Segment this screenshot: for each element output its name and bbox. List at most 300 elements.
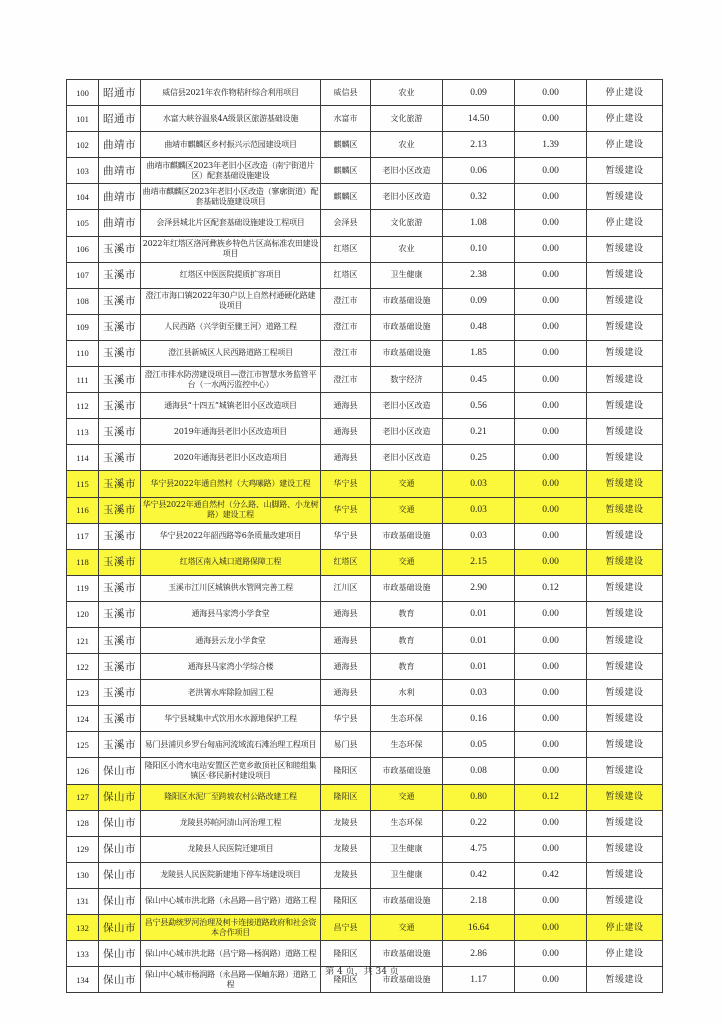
district-cell: 昌宁县	[321, 915, 371, 941]
amount-second-cell: 0.00	[515, 497, 587, 523]
city-cell: 玉溪市	[99, 732, 141, 758]
amount-cell: 0.01	[443, 627, 515, 653]
status-cell: 暂缓建设	[587, 601, 663, 627]
table-row	[67, 941, 663, 967]
row-number: 106	[67, 236, 99, 262]
project-name-cell: 隆阳区小湾水电站安置区芒宽乡敢顶社区和睦组集镇区·移民新村建设项目	[141, 758, 321, 784]
project-name-cell: 龙陵县人民医院迁建项目	[141, 836, 321, 862]
city-cell: 玉溪市	[99, 706, 141, 732]
project-name-cell: 澄江市海口镇2022年30户以上自然村通硬化路建设项目	[141, 288, 321, 314]
table-body	[67, 80, 663, 993]
amount-second-cell: 0.00	[515, 627, 587, 653]
table-row	[67, 654, 663, 680]
table-row	[67, 549, 663, 575]
project-name-cell: 通海县马家湾小学食堂	[141, 601, 321, 627]
district-cell: 龙陵县	[321, 810, 371, 836]
status-cell: 暂缓建设	[587, 158, 663, 184]
city-cell: 玉溪市	[99, 680, 141, 706]
category-cell: 交通	[371, 549, 443, 575]
table-row	[67, 184, 663, 210]
project-name-cell: 老洪箐水库除险加固工程	[141, 680, 321, 706]
project-name-cell: 易门县浦贝乡罗台甸庙河流域流石滩治理工程项目	[141, 732, 321, 758]
category-cell: 卫生健康	[371, 836, 443, 862]
table-row	[67, 862, 663, 888]
status-cell: 暂缓建设	[587, 680, 663, 706]
amount-second-cell: 0.00	[515, 836, 587, 862]
status-cell: 停止建设	[587, 132, 663, 158]
status-cell: 暂缓建设	[587, 184, 663, 210]
project-table	[66, 79, 663, 993]
status-cell: 暂缓建设	[587, 236, 663, 262]
district-cell: 澄江市	[321, 314, 371, 340]
amount-second-cell: 0.00	[515, 236, 587, 262]
city-cell: 玉溪市	[99, 549, 141, 575]
city-cell: 玉溪市	[99, 575, 141, 601]
category-cell: 教育	[371, 654, 443, 680]
project-name-cell: 隆阳区水泥厂至跨坡农村公路改建工程	[141, 784, 321, 810]
table-row	[67, 627, 663, 653]
project-name-cell: 人民西路（兴学街至骤王河）道路工程	[141, 314, 321, 340]
row-number: 130	[67, 862, 99, 888]
row-number: 131	[67, 888, 99, 914]
district-cell: 通海县	[321, 419, 371, 445]
amount-cell: 1.08	[443, 210, 515, 236]
amount-second-cell: 0.00	[515, 445, 587, 471]
city-cell: 玉溪市	[99, 288, 141, 314]
amount-second-cell: 0.00	[515, 288, 587, 314]
category-cell: 教育	[371, 601, 443, 627]
row-number: 127	[67, 784, 99, 810]
city-cell: 玉溪市	[99, 523, 141, 549]
amount-cell: 2.38	[443, 262, 515, 288]
category-cell: 老旧小区改造	[371, 393, 443, 419]
table-row	[67, 601, 663, 627]
row-number: 117	[67, 523, 99, 549]
amount-cell: 2.15	[443, 549, 515, 575]
category-cell: 市政基础设施	[371, 941, 443, 967]
row-number: 126	[67, 758, 99, 784]
category-cell: 老旧小区改造	[371, 184, 443, 210]
table-row	[67, 340, 663, 366]
amount-second-cell: 0.00	[515, 967, 587, 993]
project-name-cell: 会泽县城北片区配套基础设施建设工程项目	[141, 210, 321, 236]
amount-second-cell: 0.00	[515, 158, 587, 184]
city-cell: 玉溪市	[99, 601, 141, 627]
row-number: 113	[67, 419, 99, 445]
amount-second-cell: 0.00	[515, 523, 587, 549]
project-name-cell: 保山中心城市洪北路（昌宁路—杨润路）道路工程	[141, 941, 321, 967]
status-cell: 暂缓建设	[587, 836, 663, 862]
amount-second-cell: 0.00	[515, 706, 587, 732]
row-number: 125	[67, 732, 99, 758]
amount-second-cell: 0.00	[515, 80, 587, 106]
district-cell: 隆阳区	[321, 888, 371, 914]
table-row	[67, 810, 663, 836]
district-cell: 会泽县	[321, 210, 371, 236]
amount-cell: 0.21	[443, 419, 515, 445]
city-cell: 昭通市	[99, 106, 141, 132]
amount-second-cell: 0.00	[515, 393, 587, 419]
status-cell: 暂缓建设	[587, 367, 663, 393]
amount-cell: 0.10	[443, 236, 515, 262]
row-number: 107	[67, 262, 99, 288]
city-cell: 玉溪市	[99, 367, 141, 393]
district-cell: 龙陵县	[321, 862, 371, 888]
table-row	[67, 888, 663, 914]
project-name-cell: 曲靖市麒麟区乡村振兴示范园建设项目	[141, 132, 321, 158]
status-cell: 暂缓建设	[587, 888, 663, 914]
district-cell: 华宁县	[321, 497, 371, 523]
amount-cell: 0.45	[443, 367, 515, 393]
table-row	[67, 236, 663, 262]
amount-second-cell: 0.00	[515, 106, 587, 132]
status-cell: 暂缓建设	[587, 784, 663, 810]
status-cell: 暂缓建设	[587, 340, 663, 366]
row-number: 101	[67, 106, 99, 132]
row-number: 100	[67, 80, 99, 106]
city-cell: 保山市	[99, 758, 141, 784]
status-cell: 暂缓建设	[587, 523, 663, 549]
table-row	[67, 497, 663, 523]
table-row	[67, 288, 663, 314]
city-cell: 玉溪市	[99, 445, 141, 471]
city-cell: 玉溪市	[99, 419, 141, 445]
city-cell: 玉溪市	[99, 471, 141, 497]
amount-cell: 16.64	[443, 915, 515, 941]
amount-second-cell: 0.00	[515, 314, 587, 340]
table-row	[67, 758, 663, 784]
district-cell: 红塔区	[321, 549, 371, 575]
district-cell: 隆阳区	[321, 941, 371, 967]
category-cell: 农业	[371, 80, 443, 106]
project-name-cell: 龙陵县人民医院新建地下停车场建设项目	[141, 862, 321, 888]
amount-cell: 14.50	[443, 106, 515, 132]
category-cell: 交通	[371, 915, 443, 941]
category-cell: 市政基础设施	[371, 967, 443, 993]
project-name-cell: 通海县云龙小学食堂	[141, 627, 321, 653]
district-cell: 隆阳区	[321, 784, 371, 810]
city-cell: 曲靖市	[99, 210, 141, 236]
amount-second-cell: 0.00	[515, 367, 587, 393]
amount-second-cell: 0.00	[515, 888, 587, 914]
row-number: 128	[67, 810, 99, 836]
amount-cell: 2.18	[443, 888, 515, 914]
status-cell: 暂缓建设	[587, 758, 663, 784]
status-cell: 暂缓建设	[587, 627, 663, 653]
table-row	[67, 680, 663, 706]
row-number: 119	[67, 575, 99, 601]
amount-cell: 1.85	[443, 340, 515, 366]
table-row	[67, 262, 663, 288]
amount-second-cell: 0.00	[515, 549, 587, 575]
city-cell: 保山市	[99, 967, 141, 993]
amount-cell: 0.01	[443, 601, 515, 627]
category-cell: 农业	[371, 236, 443, 262]
category-cell: 市政基础设施	[371, 758, 443, 784]
amount-cell: 4.75	[443, 836, 515, 862]
project-name-cell: 曲靖市麒麟区2023年老旧小区改造（寥廓街道）配套基础设施建设项目	[141, 184, 321, 210]
table-row	[67, 367, 663, 393]
amount-second-cell: 0.00	[515, 210, 587, 236]
district-cell: 华宁县	[321, 706, 371, 732]
project-name-cell: 红塔区中医医院提质扩容项目	[141, 262, 321, 288]
project-name-cell: 威信县2021年农作物秸秆综合利用项目	[141, 80, 321, 106]
amount-cell: 0.16	[443, 706, 515, 732]
city-cell: 玉溪市	[99, 340, 141, 366]
amount-second-cell: 0.12	[515, 575, 587, 601]
district-cell: 澄江市	[321, 340, 371, 366]
page-footer: 第 4 页，共 34 页	[325, 967, 399, 977]
amount-second-cell: 0.00	[515, 340, 587, 366]
category-cell: 生态环保	[371, 732, 443, 758]
city-cell: 曲靖市	[99, 184, 141, 210]
table-row	[67, 836, 663, 862]
project-name-cell: 通海县马家湾小学综合楼	[141, 654, 321, 680]
amount-cell: 0.03	[443, 497, 515, 523]
amount-second-cell: 0.00	[515, 758, 587, 784]
amount-cell: 0.80	[443, 784, 515, 810]
amount-second-cell: 0.00	[515, 184, 587, 210]
category-cell: 老旧小区改造	[371, 445, 443, 471]
city-cell: 保山市	[99, 888, 141, 914]
district-cell: 易门县	[321, 732, 371, 758]
amount-cell: 0.03	[443, 680, 515, 706]
amount-second-cell: 1.39	[515, 132, 587, 158]
project-name-cell: 澄江市排水防涝建设项目—澄江市智慧水务监管平台（一水两污监控中心）	[141, 367, 321, 393]
amount-second-cell: 0.00	[515, 810, 587, 836]
category-cell: 老旧小区改造	[371, 419, 443, 445]
category-cell: 数字经济	[371, 367, 443, 393]
table-row	[67, 445, 663, 471]
district-cell: 通海县	[321, 680, 371, 706]
category-cell: 生态环保	[371, 706, 443, 732]
district-cell: 华宁县	[321, 471, 371, 497]
status-cell: 暂缓建设	[587, 862, 663, 888]
project-name-cell: 澄江县新城区人民西路道路工程项目	[141, 340, 321, 366]
status-cell: 暂缓建设	[587, 314, 663, 340]
row-number: 112	[67, 393, 99, 419]
district-cell: 通海县	[321, 627, 371, 653]
amount-cell: 0.56	[443, 393, 515, 419]
district-cell: 麒麟区	[321, 184, 371, 210]
status-cell: 暂缓建设	[587, 262, 663, 288]
category-cell: 文化旅游	[371, 106, 443, 132]
district-cell: 红塔区	[321, 262, 371, 288]
table-row	[67, 706, 663, 732]
row-number: 132	[67, 915, 99, 941]
status-cell: 停止建设	[587, 106, 663, 132]
amount-second-cell: 0.00	[515, 915, 587, 941]
district-cell: 麒麟区	[321, 132, 371, 158]
category-cell: 交通	[371, 497, 443, 523]
category-cell: 交通	[371, 471, 443, 497]
row-number: 124	[67, 706, 99, 732]
project-name-cell: 华宁县2022年通自然村（分么路、山脚路、小龙树路）建设工程	[141, 497, 321, 523]
project-name-cell: 曲靖市麒麟区2023年老旧小区改造（南宁街道片区）配套基础设施建设	[141, 158, 321, 184]
project-name-cell: 水富大峡谷温泉4A级景区旅游基础设施	[141, 106, 321, 132]
table-row	[67, 419, 663, 445]
row-number: 134	[67, 967, 99, 993]
row-number: 120	[67, 601, 99, 627]
city-cell: 曲靖市	[99, 158, 141, 184]
status-cell: 停止建设	[587, 915, 663, 941]
status-cell: 暂缓建设	[587, 706, 663, 732]
amount-second-cell: 0.12	[515, 784, 587, 810]
category-cell: 市政基础设施	[371, 288, 443, 314]
amount-second-cell: 0.00	[515, 601, 587, 627]
row-number: 105	[67, 210, 99, 236]
district-cell: 红塔区	[321, 236, 371, 262]
table-row	[67, 575, 663, 601]
category-cell: 老旧小区改造	[371, 158, 443, 184]
project-name-cell: 通海县“十四五”城镇老旧小区改造项目	[141, 393, 321, 419]
table-row	[67, 210, 663, 236]
row-number: 133	[67, 941, 99, 967]
row-number: 118	[67, 549, 99, 575]
row-number: 102	[67, 132, 99, 158]
table-row	[67, 523, 663, 549]
category-cell: 交通	[371, 784, 443, 810]
city-cell: 玉溪市	[99, 236, 141, 262]
row-number: 110	[67, 340, 99, 366]
district-cell: 华宁县	[321, 523, 371, 549]
row-number: 115	[67, 471, 99, 497]
district-cell: 通海县	[321, 654, 371, 680]
city-cell: 玉溪市	[99, 497, 141, 523]
status-cell: 暂缓建设	[587, 393, 663, 419]
project-name-cell: 华宁县城集中式饮用水水源地保护工程	[141, 706, 321, 732]
project-name-cell: 玉溪市江川区城镇供水管网完善工程	[141, 575, 321, 601]
amount-cell: 0.05	[443, 732, 515, 758]
table-row	[67, 106, 663, 132]
table-row	[67, 80, 663, 106]
city-cell: 玉溪市	[99, 262, 141, 288]
table-row	[67, 732, 663, 758]
category-cell: 水利	[371, 680, 443, 706]
district-cell: 龙陵县	[321, 836, 371, 862]
project-name-cell: 2022年红塔区洛河彝族乡特色片区高标准农田建设项目	[141, 236, 321, 262]
city-cell: 昭通市	[99, 80, 141, 106]
row-number: 108	[67, 288, 99, 314]
status-cell: 暂缓建设	[587, 497, 663, 523]
status-cell: 暂缓建设	[587, 419, 663, 445]
district-cell: 江川区	[321, 575, 371, 601]
amount-cell: 0.42	[443, 862, 515, 888]
table-row	[67, 158, 663, 184]
category-cell: 卫生健康	[371, 862, 443, 888]
amount-cell: 2.90	[443, 575, 515, 601]
amount-cell: 2.13	[443, 132, 515, 158]
city-cell: 保山市	[99, 836, 141, 862]
table-row	[67, 132, 663, 158]
category-cell: 市政基础设施	[371, 575, 443, 601]
city-cell: 玉溪市	[99, 627, 141, 653]
city-cell: 玉溪市	[99, 654, 141, 680]
district-cell: 麒麟区	[321, 158, 371, 184]
district-cell: 通海县	[321, 601, 371, 627]
category-cell: 文化旅游	[371, 210, 443, 236]
project-name-cell: 华宁县2022年通自然村（大鸡嗉路）建设工程	[141, 471, 321, 497]
district-cell: 威信县	[321, 80, 371, 106]
category-cell: 卫生健康	[371, 262, 443, 288]
district-cell: 通海县	[321, 445, 371, 471]
amount-second-cell: 0.42	[515, 862, 587, 888]
amount-second-cell: 0.00	[515, 262, 587, 288]
amount-second-cell: 0.00	[515, 419, 587, 445]
project-name-cell: 昌宁县勐统罗河治理及柯卡连接道路政府和社会资本合作项目	[141, 915, 321, 941]
status-cell: 暂缓建设	[587, 967, 663, 993]
project-name-cell: 保山中心城市杨润路（永昌路—保岫东路）道路工程	[141, 967, 321, 993]
row-number: 103	[67, 158, 99, 184]
status-cell: 暂缓建设	[587, 575, 663, 601]
amount-cell: 0.48	[443, 314, 515, 340]
district-cell: 通海县	[321, 393, 371, 419]
amount-cell: 0.25	[443, 445, 515, 471]
amount-second-cell: 0.00	[515, 680, 587, 706]
table-row	[67, 471, 663, 497]
table-row	[67, 393, 663, 419]
amount-cell: 1.17	[443, 967, 515, 993]
status-cell: 停止建设	[587, 941, 663, 967]
row-number: 111	[67, 367, 99, 393]
status-cell: 停止建设	[587, 80, 663, 106]
row-number: 104	[67, 184, 99, 210]
table-row	[67, 784, 663, 810]
amount-cell: 0.09	[443, 80, 515, 106]
status-cell: 暂缓建设	[587, 654, 663, 680]
amount-cell: 0.03	[443, 523, 515, 549]
project-name-cell: 保山中心城市洪北路（永昌路—昌宁路）道路工程	[141, 888, 321, 914]
category-cell: 生态环保	[371, 810, 443, 836]
status-cell: 暂缓建设	[587, 445, 663, 471]
amount-cell: 2.86	[443, 941, 515, 967]
amount-cell: 0.03	[443, 471, 515, 497]
table-row	[67, 314, 663, 340]
amount-cell: 0.09	[443, 288, 515, 314]
city-cell: 玉溪市	[99, 314, 141, 340]
amount-cell: 0.32	[443, 184, 515, 210]
status-cell: 暂缓建设	[587, 288, 663, 314]
amount-second-cell: 0.00	[515, 941, 587, 967]
category-cell: 市政基础设施	[371, 888, 443, 914]
category-cell: 市政基础设施	[371, 314, 443, 340]
row-number: 122	[67, 654, 99, 680]
status-cell: 暂缓建设	[587, 810, 663, 836]
project-name-cell: 2020年通海县老旧小区改造项目	[141, 445, 321, 471]
row-number: 121	[67, 627, 99, 653]
city-cell: 保山市	[99, 915, 141, 941]
status-cell: 暂缓建设	[587, 732, 663, 758]
table-row	[67, 915, 663, 941]
row-number: 129	[67, 836, 99, 862]
amount-second-cell: 0.00	[515, 654, 587, 680]
row-number: 116	[67, 497, 99, 523]
amount-cell: 0.22	[443, 810, 515, 836]
project-name-cell: 华宁县2022年韶西路等6条质量改建项目	[141, 523, 321, 549]
city-cell: 保山市	[99, 784, 141, 810]
city-cell: 玉溪市	[99, 393, 141, 419]
amount-cell: 0.08	[443, 758, 515, 784]
city-cell: 保山市	[99, 941, 141, 967]
amount-cell: 0.06	[443, 158, 515, 184]
amount-second-cell: 0.00	[515, 471, 587, 497]
category-cell: 教育	[371, 627, 443, 653]
amount-second-cell: 0.00	[515, 732, 587, 758]
project-name-cell: 红塔区南入城口道路保障工程	[141, 549, 321, 575]
project-name-cell: 龙陵县苏帕河清山河治理工程	[141, 810, 321, 836]
category-cell: 市政基础设施	[371, 523, 443, 549]
city-cell: 保山市	[99, 862, 141, 888]
